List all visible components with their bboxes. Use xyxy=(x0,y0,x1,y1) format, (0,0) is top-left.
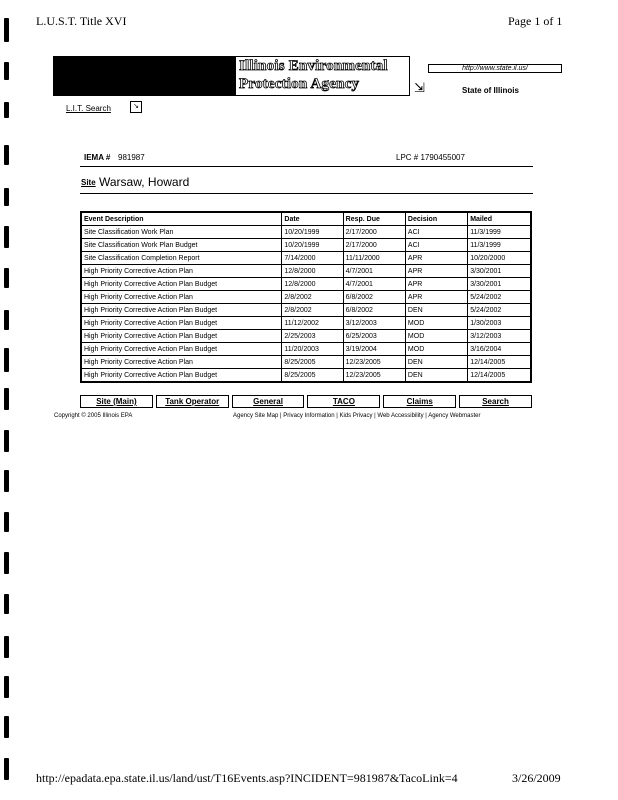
event-date: 11/20/2003 xyxy=(282,343,343,356)
event-date: 2/8/2002 xyxy=(282,304,343,317)
event-decision: ACI xyxy=(405,226,467,239)
table-row xyxy=(81,356,531,369)
event-date: 11/12/2002 xyxy=(282,317,343,330)
bottom-nav xyxy=(80,395,532,408)
punch-mark xyxy=(4,716,9,738)
event-decision: APR xyxy=(405,252,467,265)
event-resp-due: 3/19/2004 xyxy=(343,343,405,356)
divider xyxy=(80,166,533,167)
punch-mark xyxy=(4,470,9,492)
event-mailed: 12/14/2005 xyxy=(468,369,531,383)
event-resp-due: 2/17/2000 xyxy=(343,239,405,252)
table-row xyxy=(81,330,531,343)
event-description: High Priority Corrective Action Plan Budget xyxy=(81,330,282,343)
event-date: 12/8/2000 xyxy=(282,278,343,291)
event-date: 7/14/2000 xyxy=(282,252,343,265)
external-link-icon: ⇲ xyxy=(414,80,425,95)
event-resp-due: 11/11/2000 xyxy=(343,252,405,265)
col-header-decision: Decision xyxy=(405,212,467,226)
event-mailed: 12/14/2005 xyxy=(468,356,531,369)
event-mailed: 5/24/2002 xyxy=(468,304,531,317)
event-description: Site Classification Work Plan Budget xyxy=(81,239,282,252)
events-table xyxy=(80,211,532,383)
event-description: High Priority Corrective Action Plan xyxy=(81,356,282,369)
event-decision: DEN xyxy=(405,356,467,369)
lit-search-link[interactable]: L.I.T. Search xyxy=(66,104,111,113)
event-decision: ACI xyxy=(405,239,467,252)
punch-mark xyxy=(4,145,9,165)
tab-general[interactable]: General xyxy=(232,395,305,408)
table-row xyxy=(81,278,531,291)
tab-site-main[interactable]: Site (Main) xyxy=(80,395,153,408)
event-mailed: 1/30/2003 xyxy=(468,317,531,330)
table-row xyxy=(81,265,531,278)
event-description: High Priority Corrective Action Plan Budget xyxy=(81,317,282,330)
table-row xyxy=(81,239,531,252)
table-header-row xyxy=(81,212,531,226)
agency-name-line1: Illinois Environmental xyxy=(239,58,388,74)
event-description: High Priority Corrective Action Plan xyxy=(81,265,282,278)
lpc-number: LPC # 1790455007 xyxy=(396,153,465,162)
tab-search[interactable]: Search xyxy=(459,395,532,408)
event-mailed: 3/30/2001 xyxy=(468,278,531,291)
event-date: 10/20/1999 xyxy=(282,226,343,239)
punch-mark xyxy=(4,636,9,658)
event-date: 2/25/2003 xyxy=(282,330,343,343)
state-label: State of Illinois xyxy=(462,86,519,95)
punch-mark xyxy=(4,348,9,372)
col-header-resp-due: Resp. Due xyxy=(343,212,405,226)
event-mailed: 11/3/1999 xyxy=(468,239,531,252)
copyright: Copyright © 2005 Illinois EPA xyxy=(54,413,133,419)
event-description: High Priority Corrective Action Plan Budget xyxy=(81,369,282,383)
event-resp-due: 6/25/2003 xyxy=(343,330,405,343)
event-mailed: 3/12/2003 xyxy=(468,330,531,343)
event-resp-due: 6/8/2002 xyxy=(343,304,405,317)
event-resp-due: 12/23/2005 xyxy=(343,369,405,383)
col-header-mailed: Mailed xyxy=(468,212,531,226)
event-description: High Priority Corrective Action Plan Budget xyxy=(81,278,282,291)
agency-logo[interactable] xyxy=(235,56,410,96)
event-mailed: 5/24/2002 xyxy=(468,291,531,304)
punch-mark xyxy=(4,102,9,118)
event-resp-due: 2/17/2000 xyxy=(343,226,405,239)
punch-mark xyxy=(4,188,9,206)
event-resp-due: 3/12/2003 xyxy=(343,317,405,330)
event-description: High Priority Corrective Action Plan Budget xyxy=(81,343,282,356)
event-resp-due: 4/7/2001 xyxy=(343,278,405,291)
table-row xyxy=(81,317,531,330)
event-description: High Priority Corrective Action Plan xyxy=(81,291,282,304)
punch-mark xyxy=(4,676,9,698)
print-header-title: L.U.S.T. Title XVI xyxy=(36,14,127,28)
punch-mark xyxy=(4,552,9,574)
print-footer-date: 3/26/2009 xyxy=(512,771,561,785)
iema-label: IEMA # xyxy=(84,153,111,162)
event-description: Site Classification Completion Report xyxy=(81,252,282,265)
event-date: 8/25/2005 xyxy=(282,369,343,383)
agency-logo-image xyxy=(53,56,235,96)
print-header-page: Page 1 of 1 xyxy=(508,14,563,28)
tab-claims[interactable]: Claims xyxy=(383,395,456,408)
event-resp-due: 12/23/2005 xyxy=(343,356,405,369)
site-label: Site xyxy=(81,178,96,187)
event-date: 12/8/2000 xyxy=(282,265,343,278)
event-resp-due: 4/7/2001 xyxy=(343,265,405,278)
table-row xyxy=(81,369,531,383)
punch-mark xyxy=(4,594,9,614)
tab-tank-operator[interactable]: Tank Operator xyxy=(156,395,229,408)
event-description: Site Classification Work Plan xyxy=(81,226,282,239)
punch-mark xyxy=(4,18,9,42)
punch-mark xyxy=(4,388,9,410)
table-row xyxy=(81,252,531,265)
footer-links[interactable]: Agency Site Map | Privacy Information | Kids Privacy | Web Accessibility | Agency Webmaster xyxy=(233,413,481,419)
event-decision: DEN xyxy=(405,369,467,383)
table-row xyxy=(81,291,531,304)
iema-number: 981987 xyxy=(118,153,145,162)
punch-mark xyxy=(4,62,9,80)
event-mailed: 11/3/1999 xyxy=(468,226,531,239)
col-header-date: Date xyxy=(282,212,343,226)
event-mailed: 3/16/2004 xyxy=(468,343,531,356)
punch-mark xyxy=(4,226,9,248)
col-header-event: Event Description xyxy=(81,212,282,226)
punch-mark xyxy=(4,512,9,532)
event-description: High Priority Corrective Action Plan Budget xyxy=(81,304,282,317)
punch-mark xyxy=(4,268,9,288)
divider xyxy=(80,193,533,194)
table-row xyxy=(81,343,531,356)
event-date: 2/8/2002 xyxy=(282,291,343,304)
event-decision: MOD xyxy=(405,343,467,356)
event-decision: APR xyxy=(405,291,467,304)
event-mailed: 10/20/2000 xyxy=(468,252,531,265)
site-name: Warsaw, Howard xyxy=(99,175,190,189)
event-date: 10/20/1999 xyxy=(282,239,343,252)
event-decision: DEN xyxy=(405,304,467,317)
punch-mark xyxy=(4,430,9,452)
table-row xyxy=(81,226,531,239)
tab-taco[interactable]: TACO xyxy=(307,395,380,408)
punch-mark xyxy=(4,758,9,780)
event-decision: MOD xyxy=(405,330,467,343)
punch-mark xyxy=(4,310,9,330)
table-row xyxy=(81,304,531,317)
event-decision: MOD xyxy=(405,317,467,330)
lit-search-icon[interactable]: ↘ xyxy=(130,101,142,113)
state-link[interactable]: http://www.state.il.us/ xyxy=(428,64,562,73)
agency-name-line2: Protection Agency xyxy=(239,76,360,92)
event-decision: APR xyxy=(405,278,467,291)
event-decision: APR xyxy=(405,265,467,278)
event-resp-due: 6/8/2002 xyxy=(343,291,405,304)
print-footer-url: http://epadata.epa.state.il.us/land/ust/T16Events.asp?INCIDENT=981987&TacoLink=4 xyxy=(36,771,458,785)
event-mailed: 3/30/2001 xyxy=(468,265,531,278)
event-date: 8/25/2005 xyxy=(282,356,343,369)
